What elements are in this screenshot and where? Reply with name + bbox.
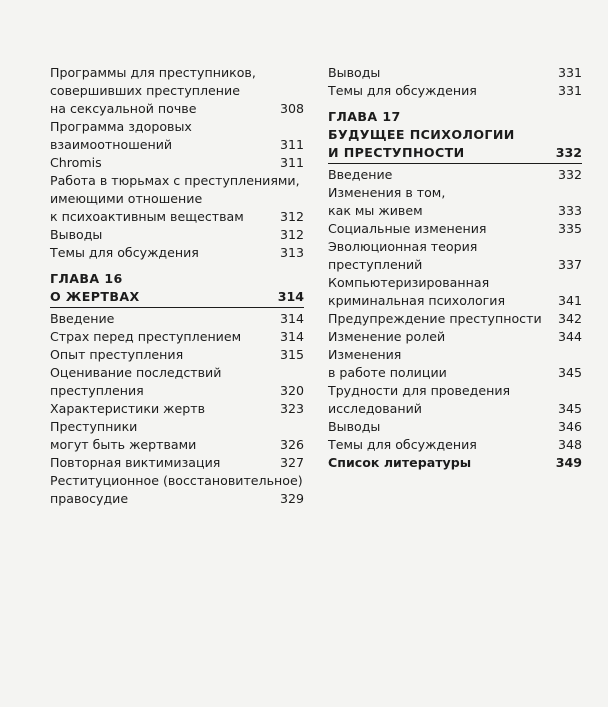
toc-entry-line: на сексуальной почве bbox=[50, 101, 197, 116]
toc-entry-line: Оценивание последствий bbox=[50, 365, 222, 380]
toc-entry-line: Изменения bbox=[328, 347, 402, 362]
toc-left-column bbox=[50, 64, 304, 508]
toc-entry bbox=[50, 328, 304, 346]
toc-entry-line: Страх перед преступлением bbox=[50, 329, 242, 344]
page-number: 345 bbox=[557, 365, 582, 380]
toc-entry-line: Предупреждение преступности bbox=[328, 311, 542, 326]
chapter-label: ГЛАВА 16 bbox=[50, 271, 123, 286]
page-number: 337 bbox=[557, 257, 582, 272]
toc-entry bbox=[50, 418, 304, 454]
page-number: 312 bbox=[279, 227, 304, 242]
chapter-title-row bbox=[328, 126, 582, 164]
page-number: 308 bbox=[279, 101, 304, 116]
toc-entry-line: взаимоотношений bbox=[50, 137, 173, 152]
page-number: 348 bbox=[557, 437, 582, 452]
page-number: 332 bbox=[557, 167, 582, 182]
toc-entry bbox=[328, 82, 582, 100]
page-number: 327 bbox=[279, 455, 304, 470]
toc-entry-line: Опыт преступления bbox=[50, 347, 184, 362]
page-number: 333 bbox=[557, 203, 582, 218]
page-number: 331 bbox=[557, 83, 582, 98]
chapter-title-line: О ЖЕРТВАХ bbox=[50, 289, 140, 304]
toc-entry bbox=[328, 328, 582, 346]
page-number: 312 bbox=[279, 209, 304, 224]
toc-entry-line: Изменения в том, bbox=[328, 185, 446, 200]
toc-entry bbox=[328, 184, 582, 220]
toc-entry bbox=[50, 310, 304, 328]
toc-entry bbox=[328, 346, 582, 382]
page-number: 342 bbox=[557, 311, 582, 326]
page-number: 345 bbox=[557, 401, 582, 416]
toc-entry bbox=[50, 364, 304, 400]
page-number: 320 bbox=[279, 383, 304, 398]
toc-entry-line: Список литературы bbox=[328, 455, 472, 470]
toc-entry bbox=[50, 226, 304, 244]
toc-entry-line: в работе полиции bbox=[328, 365, 447, 380]
toc-entry-line: Преступники bbox=[50, 419, 138, 434]
chapter-title-row bbox=[50, 288, 304, 308]
toc-entry-line: Социальные изменения bbox=[328, 221, 487, 236]
toc-entry-line: правосудие bbox=[50, 491, 129, 506]
toc-entry-line: Chromis bbox=[50, 155, 102, 170]
page-number: 326 bbox=[279, 437, 304, 452]
toc-entry-line: Программа здоровых bbox=[50, 119, 192, 134]
toc-entry-line: Реституционное (восстановительное) bbox=[50, 473, 303, 488]
toc-right-column bbox=[328, 64, 582, 472]
toc-entry-line: исследований bbox=[328, 401, 422, 416]
page-number: 344 bbox=[557, 329, 582, 344]
toc-entry-line: совершивших преступление bbox=[50, 83, 240, 98]
page-number: 331 bbox=[557, 65, 582, 80]
page-number: 313 bbox=[279, 245, 304, 260]
chapter-title-line: И ПРЕСТУПНОСТИ bbox=[328, 145, 465, 160]
toc-entry-line: Введение bbox=[328, 167, 393, 182]
page-number: 323 bbox=[279, 401, 304, 416]
toc-entry-line: Выводы bbox=[328, 65, 381, 80]
page-number: 314 bbox=[279, 311, 304, 326]
page-number: 349 bbox=[555, 455, 582, 470]
toc-entry-line: Работа в тюрьмах с преступлениями, bbox=[50, 173, 300, 188]
toc-entry-line: Изменение ролей bbox=[328, 329, 446, 344]
toc-entry bbox=[328, 64, 582, 82]
toc-entry-line: Темы для обсуждения bbox=[328, 437, 477, 452]
toc-entry-line: Выводы bbox=[328, 419, 381, 434]
chapter-label: ГЛАВА 17 bbox=[328, 109, 401, 124]
toc-entry bbox=[328, 220, 582, 238]
toc-entry bbox=[50, 172, 304, 226]
chapter-heading bbox=[50, 270, 304, 308]
toc-entry-line: Темы для обсуждения bbox=[328, 83, 477, 98]
toc-entry bbox=[50, 454, 304, 472]
toc-entry-line: как мы живем bbox=[328, 203, 423, 218]
toc-entry-line: преступления bbox=[50, 383, 144, 398]
toc-entry bbox=[328, 274, 582, 310]
page-number: 329 bbox=[279, 491, 304, 506]
toc-entry bbox=[328, 166, 582, 184]
toc-entry bbox=[50, 346, 304, 364]
chapter-page-number: 332 bbox=[555, 145, 582, 160]
toc-entry bbox=[328, 238, 582, 274]
toc-entry bbox=[50, 64, 304, 118]
toc-entry bbox=[50, 472, 304, 508]
toc-entry bbox=[50, 118, 304, 154]
toc-entry-line: Трудности для проведения bbox=[328, 383, 511, 398]
toc-entry bbox=[328, 436, 582, 454]
toc-entry-line: преступлений bbox=[328, 257, 423, 272]
page-number: 335 bbox=[557, 221, 582, 236]
toc-entry-line: Введение bbox=[50, 311, 115, 326]
toc-entry-line: Выводы bbox=[50, 227, 103, 242]
page-number: 315 bbox=[279, 347, 304, 362]
toc-entry-line: могут быть жертвами bbox=[50, 437, 197, 452]
chapter-page-number: 314 bbox=[277, 289, 304, 304]
toc-entry bbox=[328, 310, 582, 328]
toc-entry-line: Компьютеризированная bbox=[328, 275, 490, 290]
chapter-heading bbox=[328, 108, 582, 164]
toc-entry-line: Эволюционная теория bbox=[328, 239, 478, 254]
page-number: 346 bbox=[557, 419, 582, 434]
toc-entry bbox=[50, 244, 304, 262]
toc-entry bbox=[328, 418, 582, 436]
toc-entry-line: имеющими отношение bbox=[50, 191, 203, 206]
toc-entry bbox=[50, 400, 304, 418]
toc-entry-line: криминальная психология bbox=[328, 293, 506, 308]
page-number: 311 bbox=[279, 137, 304, 152]
page-number: 314 bbox=[279, 329, 304, 344]
page-number: 311 bbox=[279, 155, 304, 170]
toc-entry-line: Программы для преступников, bbox=[50, 65, 256, 80]
toc-entry-line: Повторная виктимизация bbox=[50, 455, 221, 470]
toc-entry bbox=[328, 382, 582, 418]
toc-entry-line: Темы для обсуждения bbox=[50, 245, 199, 260]
page-number: 341 bbox=[557, 293, 582, 308]
toc-entry-line: Характеристики жертв bbox=[50, 401, 206, 416]
chapter-title-line: БУДУЩЕЕ ПСИХОЛОГИИ bbox=[328, 127, 515, 142]
toc-entry bbox=[328, 454, 582, 472]
toc-entry bbox=[50, 154, 304, 172]
toc-entry-line: к психоактивным веществам bbox=[50, 209, 244, 224]
